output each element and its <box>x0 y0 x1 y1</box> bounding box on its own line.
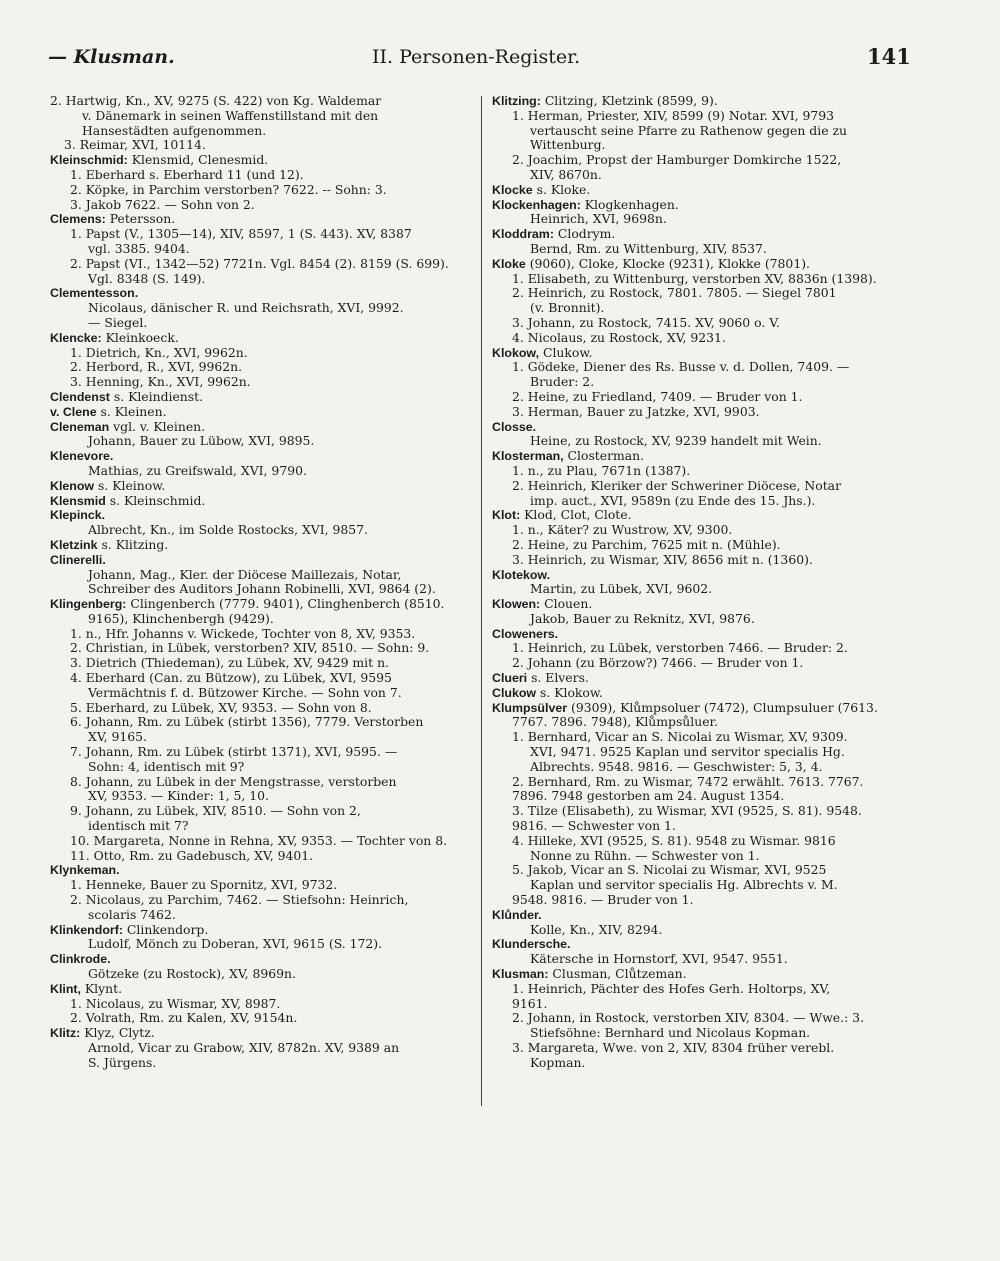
page-header <box>0 40 1000 80</box>
entry-headword: Kloke <box>492 256 526 271</box>
entry-text: Clitzing, Kletzink (8599, 9). <box>540 93 718 108</box>
entry-line: 3. Herman, Bauer zu Jatzke, XVI, 9903. <box>512 403 760 419</box>
entry-line: 1. Bernhard, Vicar an S. Nicolai zu Wismar, XV, 9309. <box>512 729 848 745</box>
register-entry <box>492 449 910 508</box>
entry-headword: Klot: <box>492 508 521 523</box>
register-entry <box>50 1026 470 1070</box>
register-entry <box>50 508 470 538</box>
entry-headword: Klůnder. <box>492 907 542 922</box>
entry-text: Klensmid, Clenesmid. <box>127 152 269 168</box>
entry-text: s. Klitzing. <box>97 536 169 552</box>
entry-line: 9161. <box>512 995 548 1011</box>
entry-line: 9165), Klinchenbergh (9429). <box>88 610 274 626</box>
entry-line: Heinrich, XVI, 9698n. <box>530 211 667 227</box>
register-entry <box>492 937 910 967</box>
entry-line: 3. Reimar, XVI, 10114. <box>64 137 206 153</box>
entry-line: 9548. 9816. — Bruder von 1. <box>512 892 694 908</box>
register-entry <box>50 923 470 953</box>
entry-first-line <box>492 967 910 982</box>
page-number: 141 <box>867 44 911 69</box>
running-head-left: — Klusman. <box>48 46 175 68</box>
register-entry <box>50 553 470 597</box>
entry-line: 2. Papst (VI., 1342—52) 7721n. Vgl. 8454 (2). 8159 (S. 699). <box>70 255 449 271</box>
entry-text: s. Klokow. <box>536 684 603 700</box>
register-entry <box>492 183 910 198</box>
entry-line: 2. Herbord, R., XVI, 9962n. <box>70 359 243 375</box>
entry-text: s. Kloke. <box>532 181 591 197</box>
entry-first-line <box>50 923 470 938</box>
entry-line: Bernd, Rm. zu Wittenburg, XIV, 8537. <box>530 240 767 256</box>
entry-line: 3. Henning, Kn., XVI, 9962n. <box>70 374 251 390</box>
entry-line: 9816. — Schwester von 1. <box>512 818 676 834</box>
entry-line: 7. Johann, Rm. zu Lübek (stirbt 1371), XVI, 9595. — <box>70 744 398 760</box>
entry-headword: Klumpsülver <box>492 700 568 715</box>
entry-headword: Klitz: <box>50 1026 81 1041</box>
entry-line: 4. Nicolaus, zu Rostock, XV, 9231. <box>512 329 726 345</box>
entry-headword: Clemens: <box>50 212 106 227</box>
entry-line: Johann, Mag., Kler. der Diöcese Maillezais, Notar, <box>88 566 402 582</box>
entry-first-line <box>50 952 470 967</box>
entry-first-line <box>50 420 470 435</box>
entry-line: 1. n., Hfr. Johanns v. Wickede, Tochter von 8, XV, 9353. <box>70 625 416 641</box>
entry-headword: Klitzing: <box>492 94 541 108</box>
entry-first-line <box>492 701 910 716</box>
register-entry <box>492 346 910 420</box>
entry-text: Clukow. <box>539 344 593 360</box>
entry-headword: Klensmid <box>50 493 106 508</box>
entry-first-line <box>50 94 470 109</box>
entry-line: 5. Jakob, Vicar an S. Nicolai zu Wismar, XVI, 9525 <box>512 862 827 878</box>
register-entry <box>492 686 910 701</box>
entry-first-line <box>492 908 910 923</box>
register-entry <box>492 568 910 598</box>
entry-headword: Klotekow. <box>492 567 551 582</box>
entry-line: 11. Otto, Rm. zu Gadebusch, XV, 9401. <box>70 847 314 863</box>
entry-headword: Klundersche. <box>492 937 571 952</box>
entry-line: — Siegel. <box>88 314 148 330</box>
entry-headword: Kloddram: <box>492 227 554 242</box>
entry-first-line <box>492 94 910 109</box>
entry-first-line <box>492 183 910 198</box>
entry-headword: Clementesson. <box>50 286 139 301</box>
entry-line: vertauscht seine Pfarre zu Rathenow gegen die zu <box>530 122 847 138</box>
register-entry <box>492 420 910 450</box>
entry-first-line <box>492 686 910 701</box>
left-column <box>50 94 470 1071</box>
entry-headword: Klynkeman. <box>50 863 120 878</box>
entry-line: Johann, Bauer zu Lübow, XVI, 9895. <box>88 433 315 449</box>
entry-line: Sohn: 4, identisch mit 9? <box>88 758 245 774</box>
register-entry <box>50 331 470 390</box>
entry-line: 2. Köpke, in Parchim verstorben? 7622. -- Sohn: 3. <box>70 181 387 197</box>
entry-first-line <box>492 597 910 612</box>
entry-headword: Klocke <box>492 182 533 197</box>
entry-text: Klogkenhagen. <box>580 196 679 212</box>
register-entry <box>50 286 470 330</box>
entry-line: 1. Papst (V., 1305—14), XIV, 8597, 1 (S. 443). XV, 8387 <box>70 226 412 242</box>
register-entry <box>492 908 910 938</box>
entry-first-line <box>492 198 910 213</box>
entry-first-line <box>492 671 910 686</box>
entry-first-line <box>492 937 910 952</box>
entry-line: 1. Heinrich, zu Lübek, verstorben 7466. — Bruder: 2. <box>512 640 848 656</box>
entry-line: Albrechts. 9548. 9816. — Geschwister: 5, 3, 4. <box>530 758 823 774</box>
register-entry <box>492 94 910 183</box>
entry-line: 1. Herman, Priester, XIV, 8599 (9) Notar. XVI, 9793 <box>512 107 834 123</box>
entry-text: Clingenberch (7779. 9401), Clinghenberch (8510. <box>126 596 445 612</box>
entry-line: Wittenburg. <box>530 137 606 153</box>
entry-text: (9309), Klůmpsoluer (7472), Clumpsuluer (7613. <box>567 699 878 715</box>
entry-first-line <box>50 449 470 464</box>
register-entry <box>50 405 470 420</box>
entry-text: s. Elvers. <box>527 670 589 686</box>
entry-headword: Clinkrode. <box>50 952 111 967</box>
entry-headword: Clueri <box>492 671 528 686</box>
entry-headword: Clendenst <box>50 389 110 404</box>
entry-line: Albrecht, Kn., im Solde Rostocks, XVI, 9857. <box>88 522 368 538</box>
entry-first-line <box>50 286 470 301</box>
entry-line: 7896. 7948 gestorben am 24. August 1354. <box>512 788 785 804</box>
entry-line: Vgl. 8348 (S. 149). <box>88 270 206 286</box>
entry-line: 4. Eberhard (Can. zu Bützow), zu Lübek, XVI, 9595 <box>70 670 392 686</box>
register-entry <box>492 198 910 228</box>
entry-first-line <box>492 346 910 361</box>
entry-headword: Klowen: <box>492 597 541 612</box>
entry-line: 2. Johann (zu Börzow?) 7466. — Bruder von 1. <box>512 655 804 671</box>
entry-line: Nonne zu Rühn. — Schwester von 1. <box>530 847 760 863</box>
entry-headword: Klenow <box>50 478 95 493</box>
entry-text: Clusman, Clůtzeman. <box>548 966 687 982</box>
register-entry <box>50 982 470 1026</box>
entry-text: Clodrym. <box>553 226 616 242</box>
entry-line: vgl. 3385. 9404. <box>88 240 190 256</box>
entry-line: 1. n., zu Plau, 7671n (1387). <box>512 462 691 478</box>
entry-headword: Cleneman <box>50 419 110 434</box>
entry-line: Schreiber des Auditors Johann Robinelli, XVI, 9864 (2). <box>88 581 436 597</box>
entry-first-line <box>50 1026 470 1041</box>
entry-line: Nicolaus, dänischer R. und Reichsrath, XVI, 9992. <box>88 300 404 316</box>
entry-line: Hansestädten aufgenommen. <box>82 122 267 138</box>
entry-line: Vermächtnis f. d. Bützower Kirche. — Sohn von 7. <box>88 684 402 700</box>
entry-first-line <box>492 627 910 642</box>
entry-line: 5. Eberhard, zu Lübek, XV, 9353. — Sohn von 8. <box>70 699 372 715</box>
running-head-title: II. Personen-Register. <box>372 46 581 68</box>
entry-text: Petersson. <box>105 211 176 227</box>
entry-headword: Klingenberg: <box>50 597 127 612</box>
entry-line: Götzeke (zu Rostock), XV, 8969n. <box>88 966 296 982</box>
entry-line: 2. Bernhard, Rm. zu Wismar, 7472 erwählt. 7613. 7767. <box>512 773 864 789</box>
entry-first-line <box>50 390 470 405</box>
entry-line: 3. Dietrich (Thiedeman), zu Lübek, XV, 9429 mit n. <box>70 655 389 671</box>
entry-line: 3. Margareta, Wwe. von 2, XIV, 8304 früher verebl. <box>512 1040 835 1055</box>
entry-first-line <box>50 863 470 878</box>
entry-first-line <box>492 508 910 523</box>
entry-headword: Klosterman, <box>492 449 564 464</box>
entry-text: s. Kleinschmid. <box>105 492 206 508</box>
register-entry <box>50 494 470 509</box>
register-entry <box>50 212 470 286</box>
register-entry <box>492 671 910 686</box>
register-entry <box>50 479 470 494</box>
entry-line: 6. Johann, Rm. zu Lübek (stirbt 1356), 7779. Verstorben <box>70 714 424 730</box>
entry-first-line <box>50 538 470 553</box>
entry-line: Kätersche in Hornstorf, XVI, 9547. 9551. <box>530 951 788 967</box>
entry-line: v. Dänemark in seinen Waffenstillstand mit den <box>82 107 379 123</box>
entry-line: 1. Dietrich, Kn., XVI, 9962n. <box>70 344 248 360</box>
entry-line: Jakob, Bauer zu Reknitz, XVI, 9876. <box>530 610 755 626</box>
entry-first-line <box>50 597 470 612</box>
entry-first-line <box>50 982 470 997</box>
entry-text: (9060), Cloke, Klocke (9231), Klokke (7801). <box>525 255 810 271</box>
entry-first-line <box>492 568 910 583</box>
entry-line: XIV, 8670n. <box>530 166 602 182</box>
entry-line: 4. Hilleke, XVI (9525, S. 81). 9548 zu Wismar. 9816 <box>512 832 836 848</box>
entry-line: Mathias, zu Greifswald, XVI, 9790. <box>88 462 307 478</box>
entry-line: 3. Tilze (Elisabeth), zu Wismar, XVI (9525, S. 81). 9548. <box>512 803 862 819</box>
register-entry <box>492 701 910 908</box>
entry-line: 1. Elisabeth, zu Wittenburg, verstorben XV, 8836n (1398). <box>512 270 877 286</box>
entry-first-line <box>50 331 470 346</box>
entry-line: 2. Christian, in Lübek, verstorben? XIV, 8510. — Sohn: 9. <box>70 640 430 656</box>
entry-first-line <box>492 227 910 242</box>
entry-line: Ludolf, Mönch zu Doberan, XVI, 9615 (S. 172). <box>88 936 383 952</box>
register-entry <box>50 153 470 212</box>
entry-headword: Klepinck. <box>50 508 106 523</box>
register-entry <box>50 952 470 982</box>
entry-headword: Cloweners. <box>492 626 559 641</box>
entry-first-line <box>50 479 470 494</box>
entry-line: Bruder: 2. <box>530 374 595 390</box>
entry-first-line <box>492 257 910 272</box>
entry-line: 3. Jakob 7622. — Sohn von 2. <box>70 196 255 212</box>
entry-line: 1. n., Käter? zu Wustrow, XV, 9300. <box>512 522 733 538</box>
entry-line: 1. Nicolaus, zu Wismar, XV, 8987. <box>70 995 281 1011</box>
entry-headword: Clinerelli. <box>50 552 106 567</box>
entry-first-line <box>50 508 470 523</box>
entry-text: Kleinkoeck. <box>101 329 179 345</box>
entry-headword: Closse. <box>492 419 537 434</box>
entry-line: 2. Joachim, Propst der Hamburger Domkirche 1522, <box>512 152 842 168</box>
entry-line: 2. Volrath, Rm. zu Kalen, XV, 9154n. <box>70 1010 298 1026</box>
entry-text: s. Kleindienst. <box>109 388 204 404</box>
entry-line: XV, 9353. — Kinder: 1, 5, 10. <box>88 788 269 804</box>
register-entry <box>50 597 470 863</box>
entry-line: Kolle, Kn., XIV, 8294. <box>530 921 663 937</box>
entry-headword: v. Clene <box>50 404 97 419</box>
entry-line: XV, 9165. <box>88 729 147 745</box>
entry-line: 3. Heinrich, zu Wismar, XIV, 8656 mit n. (1360). <box>512 551 813 567</box>
entry-line: Arnold, Vicar zu Grabow, XIV, 8782n. XV, 9389 an <box>88 1040 400 1055</box>
register-entry <box>492 257 910 346</box>
entry-line: (v. Bronnit). <box>530 300 605 316</box>
entry-line: 9. Johann, zu Lübek, XIV, 8510. — Sohn von 2, <box>70 803 361 819</box>
entry-headword: Klokow, <box>492 345 540 360</box>
register-entry <box>50 449 470 479</box>
entry-text: Clinkendorp. <box>122 921 209 937</box>
entry-line: scolaris 7462. <box>88 906 176 922</box>
entry-text: vgl. v. Kleinen. <box>109 418 206 434</box>
entry-headword: Klint, <box>50 981 81 996</box>
entry-line: S. Jürgens. <box>88 1054 157 1070</box>
register-entry <box>492 627 910 671</box>
entry-text: Clouen. <box>540 596 593 612</box>
register-entry <box>50 390 470 405</box>
entry-first-line <box>50 494 470 509</box>
entry-line: Martin, zu Lübek, XVI, 9602. <box>530 581 713 597</box>
entry-first-line <box>492 420 910 435</box>
entry-headword: Klenevore. <box>50 449 114 464</box>
register-entry <box>492 967 910 1071</box>
entry-first-line <box>50 405 470 420</box>
entry-first-line <box>50 553 470 568</box>
entry-headword: Kleinschmid: <box>50 153 128 168</box>
entry-headword: Klusman: <box>492 967 549 982</box>
entry-line: 2. Heine, zu Parchim, 7625 mit n. (Mühle). <box>512 536 781 552</box>
entry-line: 8. Johann, zu Lübek in der Mengstrasse, verstorben <box>70 773 397 789</box>
register-entry <box>492 227 910 257</box>
entry-first-line <box>50 212 470 227</box>
column-divider <box>481 96 482 1106</box>
entry-text: Closterman. <box>563 448 645 464</box>
entry-headword: Kletzink <box>50 537 98 552</box>
right-column <box>492 94 910 1071</box>
entry-line: 1. Eberhard s. Eberhard 11 (und 12). <box>70 166 304 182</box>
entry-line: 1. Heinrich, Pächter des Hofes Gerh. Holtorps, XV, <box>512 980 831 996</box>
entry-line: imp. auct., XVI, 9589n (zu Ende des 15. Jhs.). <box>530 492 816 508</box>
register-entry <box>492 508 910 567</box>
entry-line: Kopman. <box>530 1054 586 1070</box>
register-entry <box>50 538 470 553</box>
entry-line: 10. Margareta, Nonne in Rehna, XV, 9353. — Tochter von 8. <box>70 832 448 848</box>
entry-line: 2. Heinrich, Kleriker der Schweriner Diöcese, Notar <box>512 477 841 493</box>
register-entry <box>50 420 470 450</box>
entry-first-line <box>50 153 470 168</box>
entry-headword: Clukow <box>492 685 537 700</box>
entry-headword: Klinkendorf: <box>50 922 123 937</box>
entry-line: Stiefsöhne: Bernhard und Nicolaus Kopman. <box>530 1025 811 1041</box>
entry-line: 3. Johann, zu Rostock, 7415. XV, 9060 o. V. <box>512 314 780 330</box>
entry-headword: Klencke: <box>50 330 102 345</box>
entry-text: Klyz, Clytz. <box>80 1025 155 1041</box>
entry-text: s. Kleinow. <box>94 477 166 493</box>
entry-text: s. Kleinen. <box>96 403 167 419</box>
entry-text: Klynt. <box>80 980 123 996</box>
entry-line: Kaplan und servitor specialis Hg. Albrechts v. M. <box>530 877 838 893</box>
register-entry <box>50 94 470 153</box>
entry-line: 2. Johann, in Rostock, verstorben XIV, 8304. — Wwe.: 3. <box>512 1010 865 1026</box>
register-entry <box>492 597 910 627</box>
entry-line: XVI, 9471. 9525 Kaplan und servitor specialis Hg. <box>530 744 845 760</box>
entry-text: 2. Hartwig, Kn., XV, 9275 (S. 422) von Kg. Waldemar <box>50 93 382 108</box>
entry-line: 7767. 7896. 7948), Klůmpsůluer. <box>512 714 719 730</box>
entry-line: identisch mit 7? <box>88 818 189 834</box>
entry-line: 2. Nicolaus, zu Parchim, 7462. — Stiefsohn: Heinrich, <box>70 892 409 908</box>
entry-headword: Klockenhagen: <box>492 197 581 212</box>
entry-first-line <box>492 449 910 464</box>
entry-line: 2. Heine, zu Friedland, 7409. — Bruder von 1. <box>512 388 803 404</box>
entry-line: 1. Gödeke, Diener des Rs. Busse v. d. Dollen, 7409. — <box>512 359 850 375</box>
register-entry <box>50 863 470 922</box>
entry-text: Klod, Clot, Clote. <box>520 507 632 523</box>
entry-line: 1. Henneke, Bauer zu Spornitz, XVI, 9732. <box>70 877 338 893</box>
entry-line: 2. Heinrich, zu Rostock, 7801. 7805. — Siegel 7801 <box>512 285 837 301</box>
entry-line: Heine, zu Rostock, XV, 9239 handelt mit Wein. <box>530 433 822 449</box>
